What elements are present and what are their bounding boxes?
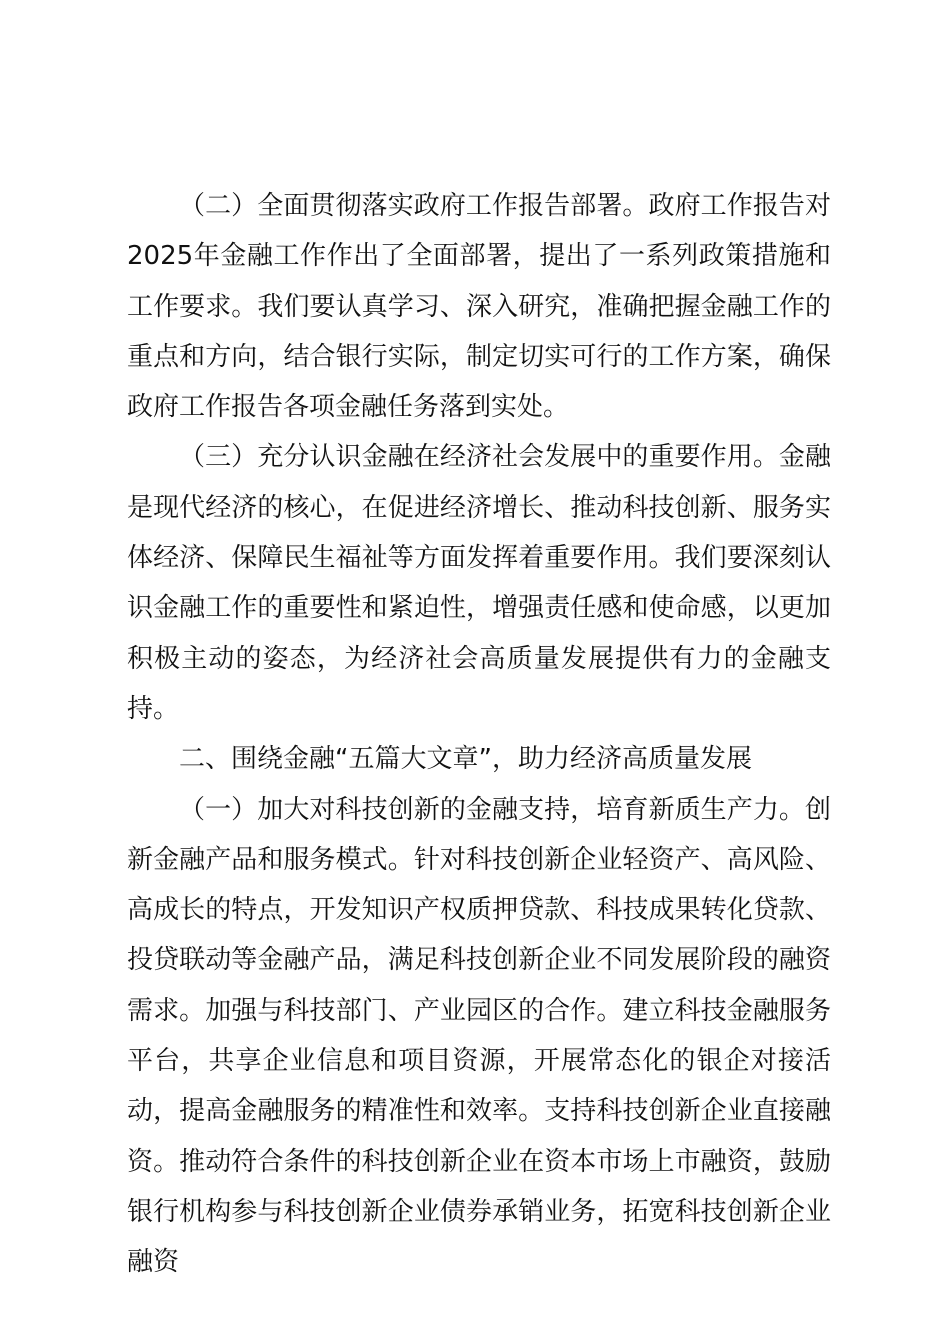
document-body xyxy=(127,181,831,1288)
paragraph-3-1: （一）加大对科技创新的金融支持，培育新质生产力。创新金融产品和服务模式。针对科技创新企业轻资产、高风险、高成长的特点，开发知识产权质押贷款、科技成果转化贷款、投贷联动等金融产品，满足科技创新企业不同发展阶段的融资需求。加强与科技部门、产业园区的合作。建立科技金融服务平台，共享企业信息和项目资源，开展常态化的银企对接活动，提高金融服务的精准性和效率。支持科技创新企业直接融资。推动符合条件的科技创新企业在资本市场上市融资，鼓励银行机构参与科技创新企业债券承销业务，拓宽科技创新企业融资 xyxy=(127,794,831,1278)
paragraph-2-3: （三）充分认识金融在经济社会发展中的重要作用。金融是现代经济的核心，在促进经济增长、推动科技创新、服务实体经济、保障民生福祉等方面发挥着重要作用。我们要深刻认识金融工作的重要性和紧迫性，增强责任感和使命感，以更加积极主动的姿态，为经济社会高质量发展提供有力的金融支持。 xyxy=(127,442,831,724)
paragraph-2-2: （二）全面贯彻落实政府工作报告部署。政府工作报告对2025年金融工作作出了全面部署，提出了一系列政策措施和工作要求。我们要认真学习、深入研究，准确把握金融工作的重点和方向，结合银行实际，制定切实可行的工作方案，确保政府工作报告各项金融任务落到实处。 xyxy=(127,191,831,423)
section-heading-3: 二、围绕金融“五篇大文章”，助力经济高质量发展 xyxy=(179,744,752,775)
